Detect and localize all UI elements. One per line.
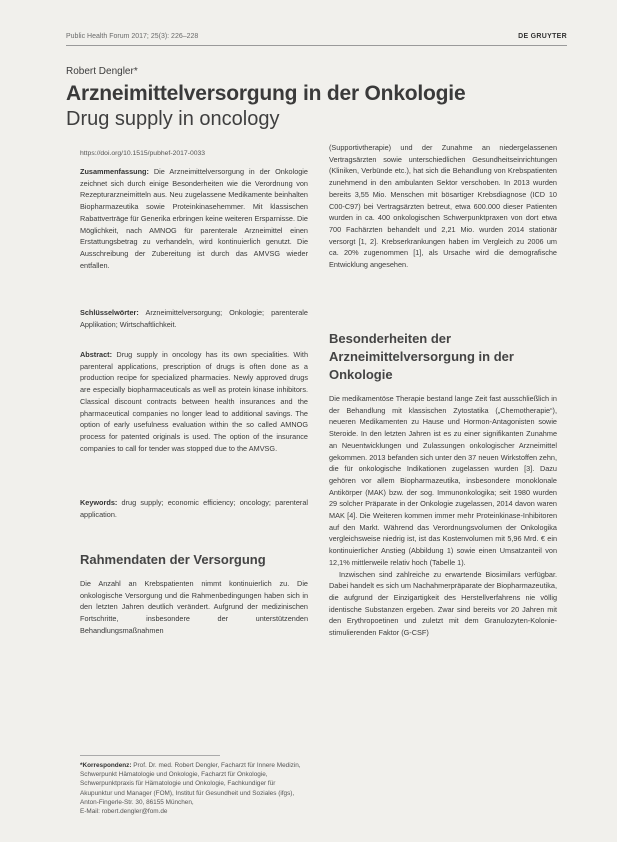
- section-text-besonderheiten: [329, 393, 557, 639]
- right-intro-paragraph: (Supportivtherapie) und der Zunahme an niedergelassenen Vertragsärzten sowie unterschiedlichen Gesundheitseinrichtungen (Kliniken, Verbünde etc.), hat sich die Behandlung von Krebspatienten zunehmend in den ambulanten Sektor verschoben. In 2013 wurden bereits 3,55 Mio. Menschen mit bösartiger Krebsdiagnose (ICD 10 C00-C97) bei Vertragsärzten betreut, etwa 600.000 dieser Patienten wurden in ca. 400 onkologischen Schwerpunktpraxen von dort etwa 700 Fachärzten behandelt und 2,21 Mio. wurden 2014 stationär versorgt [1, 2]. Krebserkrankungen haben im Vergleich zu 2006 um ca. 20% zugenommen [1], als Ursache wird die demografische Entwicklung angesehen.: [329, 143, 557, 270]
- footnote-text: Prof. Dr. med. Robert Dengler, Facharzt für Innere Medizin, Schwerpunkt Hämatologie und Onkologie, Facharzt für Onkologie, Schwerpunktpraxis für Hämatologie und Onkologie, Fachkundiger für Akupunktur und Manager (FOM), Institut für Gesundheit und Soziales (ifgs), Anton-Fingerle-Str. 30, 86155 München,: [80, 762, 301, 806]
- keywords-text: drug supply; economic efficiency; oncology; parenteral application.: [80, 498, 309, 519]
- keywords-label: Keywords:: [80, 498, 118, 507]
- title-german: Arzneimittelversorgung in der Onkologie: [66, 82, 466, 105]
- footnote-label: *Korrespondenz:: [80, 762, 132, 769]
- footnote-rule: [80, 755, 220, 756]
- correspondence-footnote: [80, 761, 308, 816]
- zusammenfassung-label: Zusammenfassung:: [80, 167, 149, 176]
- running-head: [66, 33, 567, 40]
- abstract-label: Abstract:: [80, 350, 113, 359]
- journal-citation: Public Health Forum 2017; 25(3): 226–228: [66, 33, 199, 40]
- abstract-text: Drug supply in oncology has its own specialities. With parenteral applications, prescription of drugs is often done as a production recipe for specialized pharmacies. Newly approved drugs are especially biopharmaceuticals as well as protein kinase inhibitors. Classical discount contracts between health insurances and the pharmaceutical companies no longer lead to additional savings. The option of early usefulness evaluation within the so called AMNOG process for patented originals is used. The option of the insurance companies to call for tender was stopped due to the AMVSG.: [80, 350, 309, 453]
- publisher-name: DE GRUYTER: [518, 33, 567, 40]
- header-rule: [66, 45, 567, 46]
- schluesselwoerter-label: Schlüsselwörter:: [80, 308, 139, 317]
- schluesselwoerter-text: Arzneimittelversorgung; Onkologie; parenterale Applikation; Wirtschaftlichkeit.: [80, 308, 308, 329]
- schluesselwoerter-block: [80, 307, 308, 330]
- besonderheiten-paragraph-1: Die medikamentöse Therapie bestand lange Zeit fast ausschließlich in der Behandlung mit klassischen Zytostatika („Chemotherapie“), neueren Medikamenten zu Hause und Hormon-Antagonisten sowie Steroide. In den letzten Jahren ist es zu einer signifikanten Zunahme an Neuentwicklungen und Zulassungen onkologischer Arzneimittel gekommen. 2013 befanden sich unter den 37 neuen Wirkstoffen zehn, die für onkologische Indikationen zugelassen wurden [3]. Dazu gehören vor allem Biopharmazeutika, insbesondere monoklonale Antikörper (MAK) bzw. der sog. Immunonkologika; seit 1980 wurden 29 solcher Präparate in der Onkologie zugelassen, 2014 davon waren MAK [4]. Die Weiteren kommen immer mehr Proteinkinase-Inhibitoren auf den Markt. Während das Verordnungsvolumen der Onkologika vergleichsweise niedrig ist, ist das Kostenvolumen mit 5,96 Mrd. € ein kontinuierlicher Anstieg (Abbildung 1) sowie einen Umsatzanteil von 12,1% mittlerweile relativ hoch (Tabelle 1).: [329, 394, 557, 567]
- besonderheiten-paragraph-2: Inzwischen sind zahlreiche zu erwartende Biosimilars verfügbar. Dabei handelt es sich um Nachahmerpräparate der Biopharmazeutika, die aufgrund der Einzigartigkeit des Herstellverfahrens nie völlig identische Substanzen ergeben. Zwar sind bereits vor 20 Jahren mit den Erythropoetinen und zuletzt mit dem Granulozyten-Kolonie-stimulierenden Faktor (G-CSF): [329, 569, 557, 638]
- section-heading-besonderheiten: Besonderheiten der Arzneimittelversorgung in der Onkologie: [329, 331, 514, 382]
- zusammenfassung-text: Die Arzneimittelversorgung in der Onkologie zeichnet sich durch einige Besonderheiten wie die Verordnung von Rezepturarzneimitteln aus. Neu zugelassene Medikamente beinhalten Biopharmazeutika sowie Proteinkinasehemmer. Mit klassischen Rabattverträge für Generika erbringen keine weiteren Ersparnisse. Die Möglichkeit, nach AMNOG für parenterale Arzneimittel einen Erstattungsbetrag zu verhandeln, wird kontinuierlich genutzt. Die Ausschreibung der Zubereitung ist durch das AMVSG wieder entfallen.: [80, 167, 308, 270]
- title-english: Drug supply in oncology: [66, 108, 280, 130]
- section-text-rahmendaten: Die Anzahl an Krebspatienten nimmt kontinuierlich zu. Die onkologische Versorgung und die Rahmenbedingungen haben sich in den letzten Jahren deutlich verändert. Aufgrund der medizinischen Fortschritte, insbesondere der unterstützenden Behandlungsmaßnahmen: [80, 579, 308, 635]
- footnote-email[interactable]: E-Mail: robert.dengler@fom.de: [80, 808, 168, 816]
- zusammenfassung-block: [80, 166, 308, 271]
- doi-link[interactable]: https://doi.org/10.1515/pubhef-2017-0033: [80, 150, 206, 157]
- abstract-block: [80, 349, 308, 454]
- section-heading-rahmendaten: Rahmendaten der Versorgung: [80, 552, 266, 567]
- keywords-block: [80, 497, 308, 520]
- author-name: Robert Dengler*: [66, 66, 138, 77]
